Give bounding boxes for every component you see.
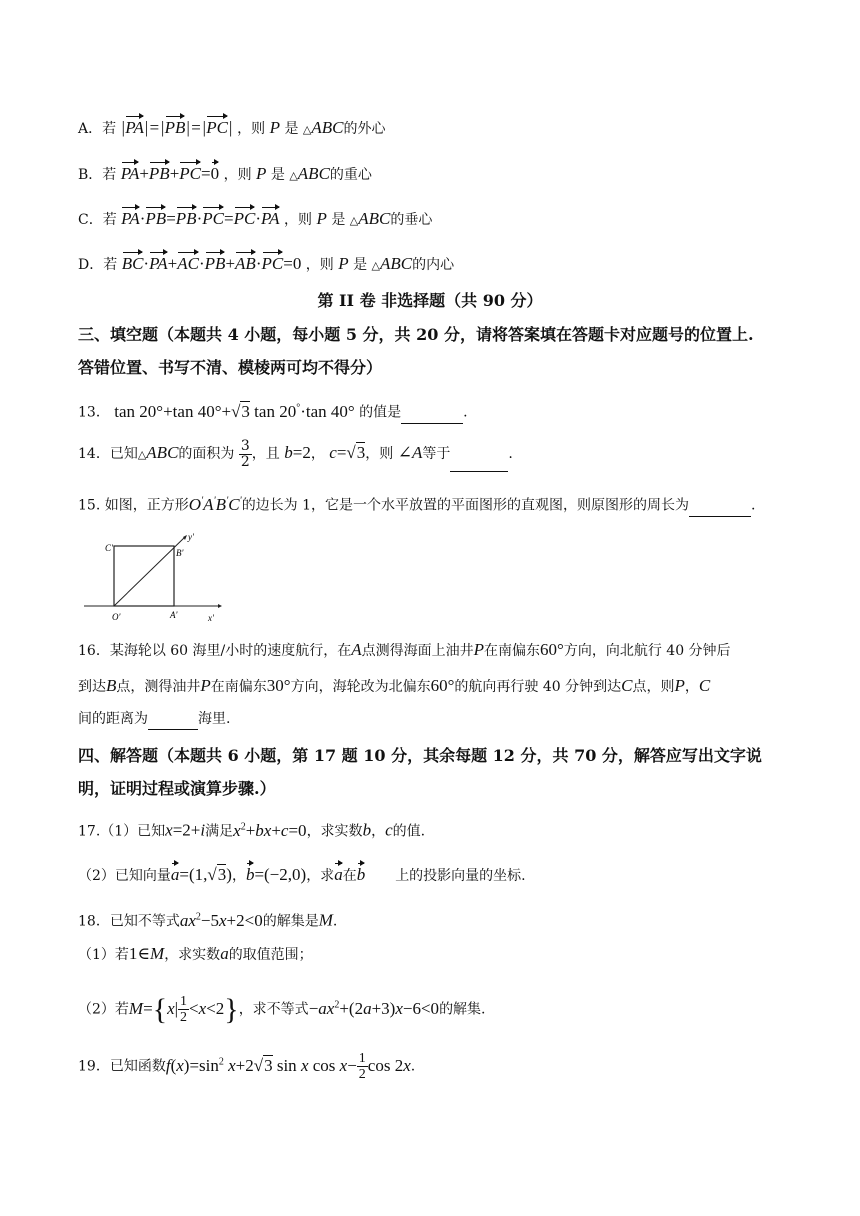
section4-heading-line1: 四、解答题（本题共 6 小题，第 17 题 10 分，其余每题 12 分，共 70 分，解答应写出文字说 (78, 746, 762, 765)
section3-heading-line2: 答错位置、书写不清、模棱两可均不得分） (78, 358, 383, 377)
part2-title: 第 II 卷 非选择题（共 90 分） (317, 291, 543, 310)
label-o: O' (112, 612, 121, 622)
triangle-symbol: △ (371, 259, 380, 272)
question-16-line1: 16．某海轮以 60 海里/小时的速度航行，在A点测得海面上油井P在南偏东60°方向，向北航行 40 分钟后 (78, 640, 731, 659)
section4-heading-line2: 明，证明过程或演算步骤.） (78, 779, 276, 798)
question-19: 19．已知函数$f(x)=\sin^2$ x+2√3 sin x cos x− $\frac{1}{2}$ cos 2x. (78, 1051, 416, 1083)
oblique-projection-figure (84, 528, 224, 628)
math-expression: PA+PB+PC=0 (120, 164, 220, 183)
choice-d: D．若 BC·PA+AC·PB+AB·PC=0 ，则 P 是 △ABC的内心 (78, 254, 455, 273)
answer-blank[interactable] (450, 437, 508, 472)
question-17-part1: 17.（1）已知x=2+i满足$x^2+bx+c=0$，求实数b，c的值. (78, 820, 426, 840)
question-18: 18．已知不等式$ax^2-5x+2<0$的解集是M. (78, 910, 338, 930)
label-a: A' (170, 610, 178, 620)
math-expression: |PA|=|PB|=|PC| (120, 118, 233, 137)
label-x: x' (208, 613, 214, 623)
math-expression: tan 20°+tan 40°+√3 tan 20°·tan 40° (114, 401, 355, 421)
y-axis-arrow (183, 535, 187, 540)
question-16-line3: 间的距离为 海里. (78, 709, 230, 730)
section3-heading-line1: 三、填空题（本题共 4 小题，每小题 5 分，共 20 分，请将答案填在答题卡对应题号的位置上. (78, 325, 754, 344)
fraction: $\frac{3}{2}$ (240, 437, 250, 470)
label-y: y' (188, 532, 194, 542)
choice-b: B．若 PA+PB+PC=0 ，则 P 是 △ABC的重心 (78, 164, 372, 183)
choice-c: C．若 PA·PB=PB·PC=PC·PA ，则 P 是 △ABC的垂心 (78, 209, 433, 228)
answer-blank[interactable] (148, 709, 198, 730)
math-expression: BC·PA+AC·PB+AB·PC=0 (121, 254, 302, 273)
choice-label: C．若 (78, 212, 117, 228)
choice-label: D．若 (78, 257, 118, 273)
question-13: 13． tan 20°+tan 40°+√3 tan 20°·tan 40° 的值是 . (78, 398, 468, 424)
choice-label: A．若 (78, 121, 117, 137)
triangle-symbol: △ (289, 169, 298, 182)
choice-label: B．若 (78, 167, 117, 183)
triangle-symbol: △ (302, 123, 312, 136)
answer-blank[interactable] (401, 403, 463, 424)
label-c: C' (105, 543, 113, 553)
math-expression: PA·PB=PB·PC=PC·PA (121, 209, 280, 228)
choice-a: A．若 |PA|=|PB|=|PC| ，则 P 是 △ABC的外心 (78, 118, 386, 137)
label-b: B' (176, 548, 184, 558)
x-axis-arrow (218, 604, 222, 608)
question-18-part2: （2）若M={x| $\frac{1}{2}$ <x<2}，求不等式$-ax^2+(2a+3)x-6<0$的解集. (78, 992, 486, 1026)
answer-blank[interactable] (689, 496, 751, 517)
question-16-line2: 到达B点，测得油井P在南偏东30°方向，海轮改为北偏东60°的航向再行驶 40 分钟到达C点，则P，C (78, 676, 711, 695)
question-15: 15. 如图，正方形O'A'B'C'的边长为 1，它是一个水平放置的平面图形的直观图，则原图形的周长为 . (78, 491, 756, 517)
question-17-part2: （2）已知向量a=(1,√3)，b=(−2,0)，求a在b 上的投影向量的坐标. (78, 865, 526, 884)
question-18-part1: （1）若1∈M，求实数a的取值范围； (78, 944, 313, 963)
question-14: 14．已知△ABC的面积为 $\frac{3}{2}$ ，且 b=2， c=√3，则 ∠A等于 . (78, 436, 513, 472)
triangle-symbol: △ (349, 214, 359, 227)
